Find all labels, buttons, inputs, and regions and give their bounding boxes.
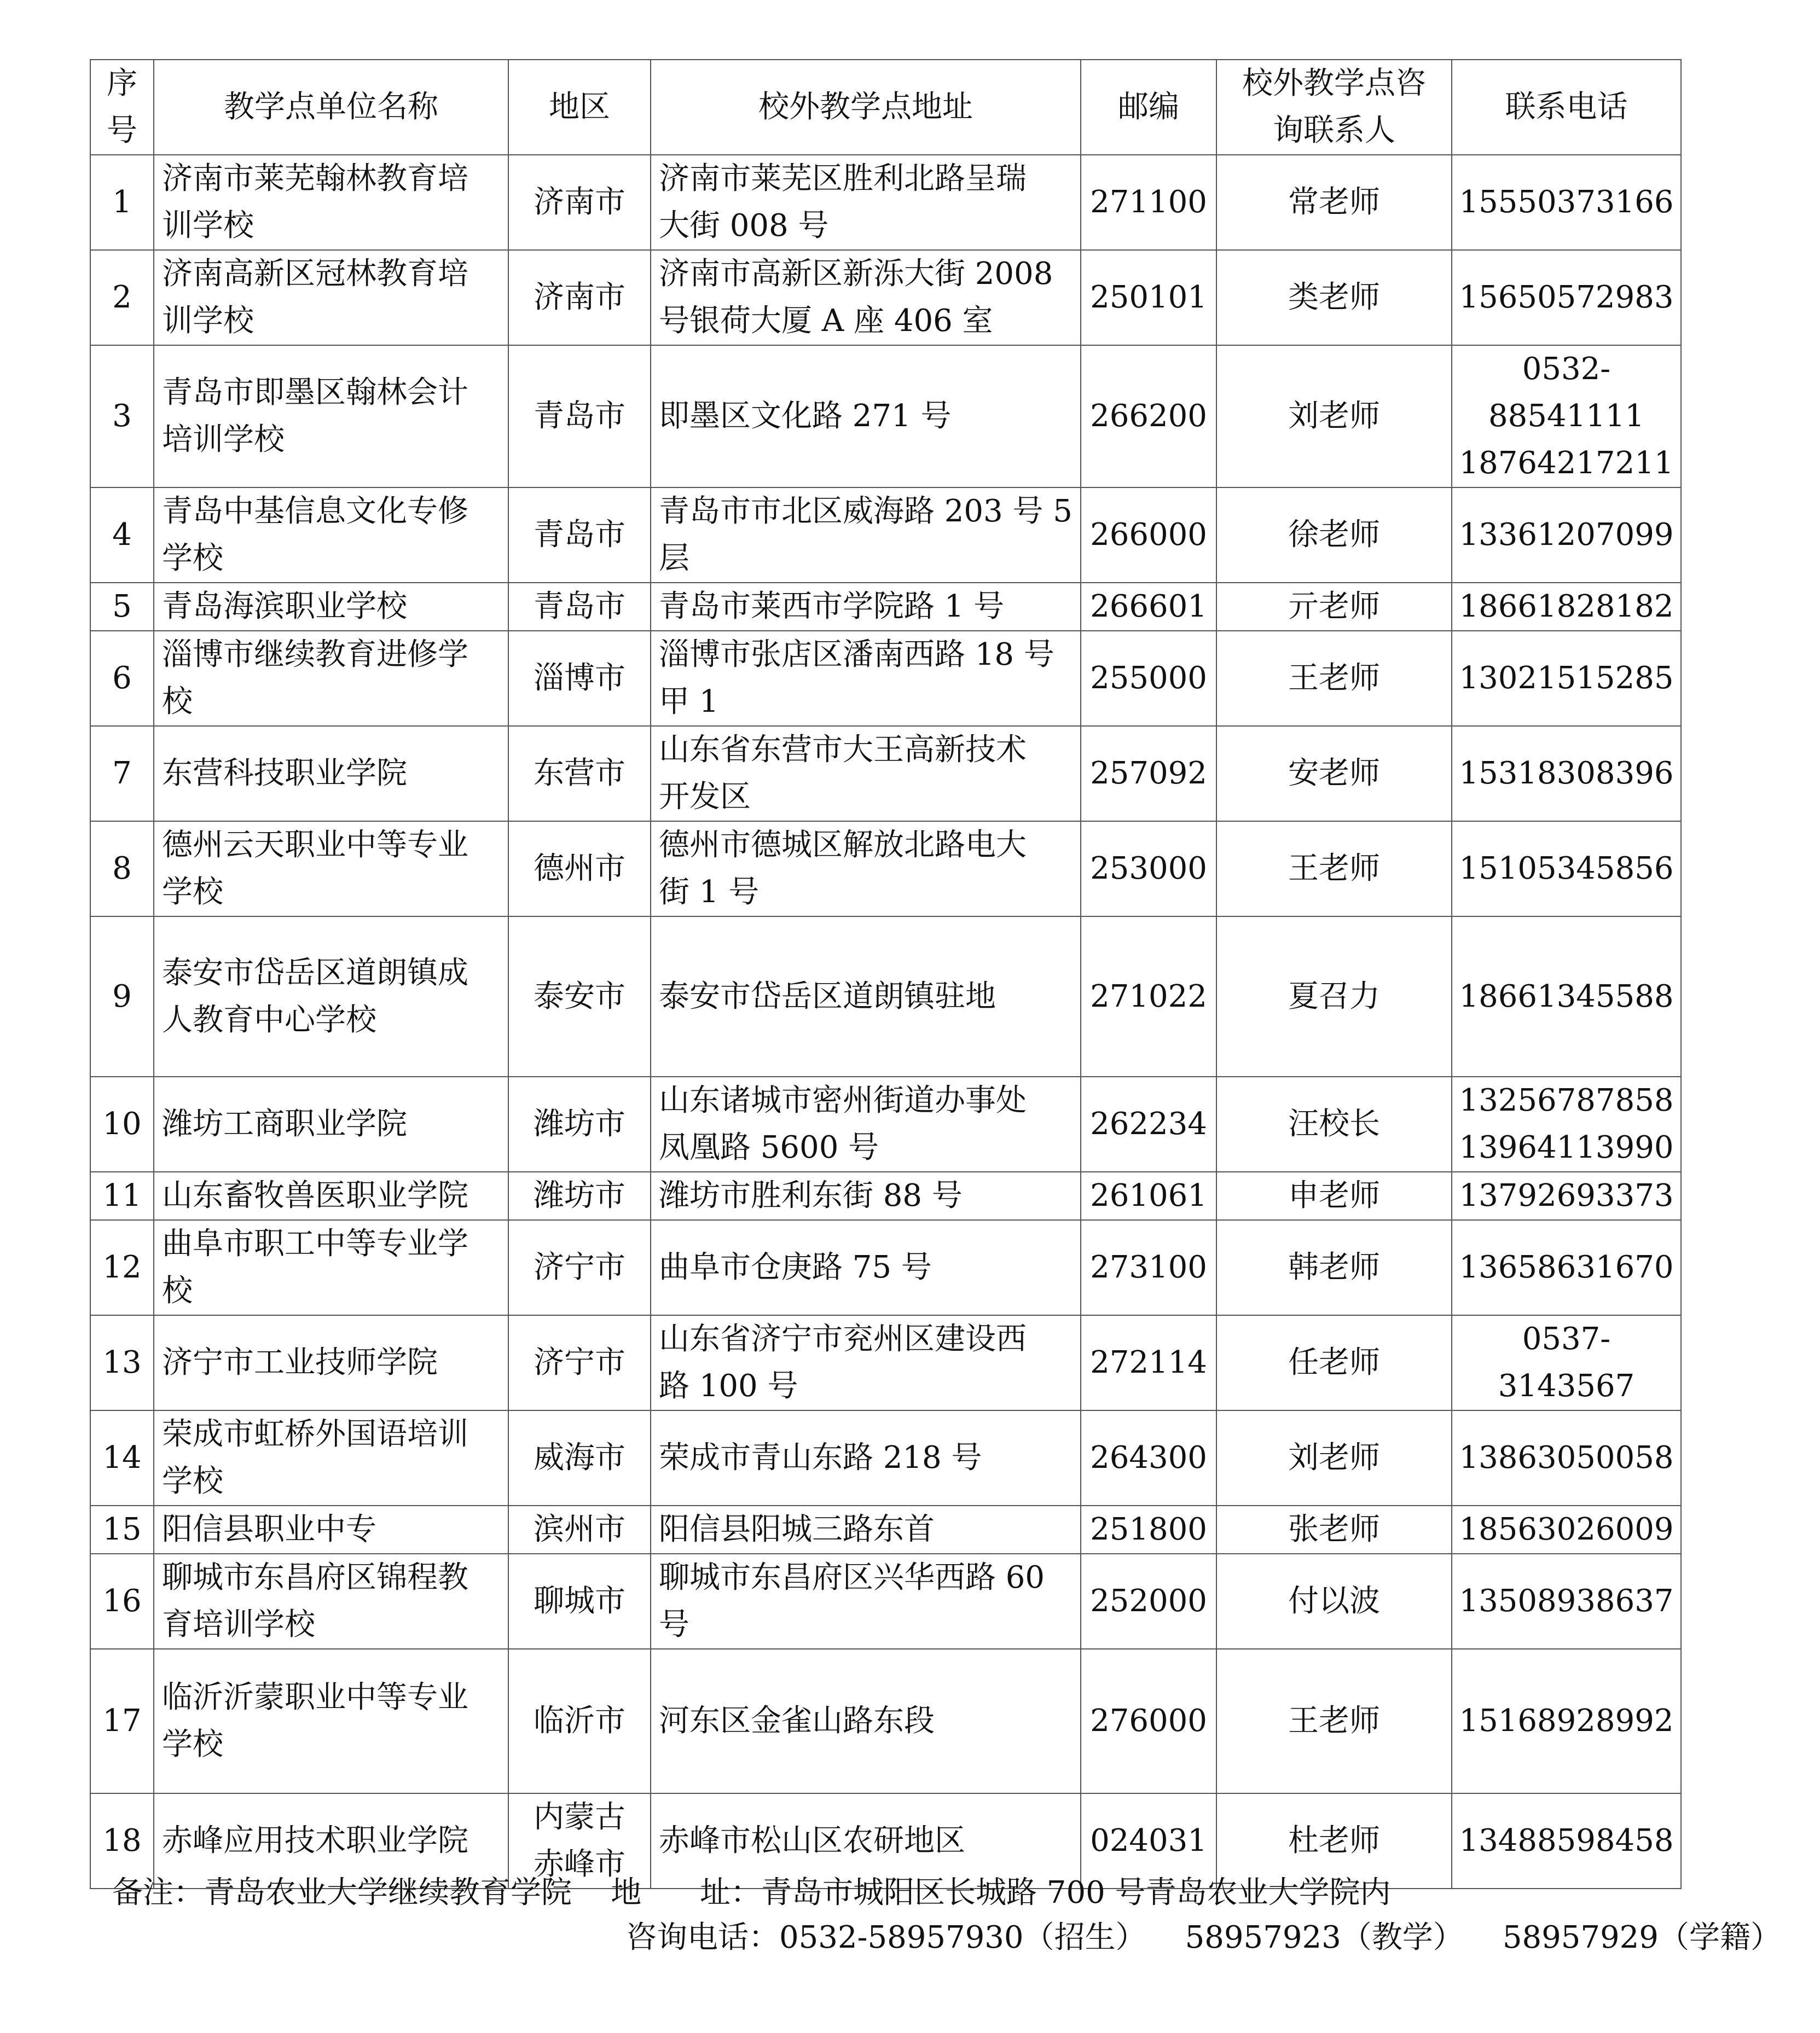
region-cell: 内蒙古 赤峰市 [508,1793,651,1889]
region-cell: 青岛市 [508,487,651,583]
postal-code-cell: 272114 [1081,1315,1216,1410]
phone-number-cell: 18661828182 [1452,583,1681,631]
row-number-cell: 18 [90,1793,154,1889]
contact-person-cell: 安老师 [1216,726,1452,821]
postal-code-cell: 257092 [1081,726,1216,821]
phone-number-cell: 13863050058 [1452,1410,1681,1506]
region-cell: 临沂市 [508,1649,651,1793]
table-row [90,631,1681,726]
site-name-cell: 聊城市东昌府区锦程教 育培训学校 [154,1554,508,1649]
phone-number-cell: 15650572983 [1452,250,1681,345]
phone-number-cell: 13021515285 [1452,631,1681,726]
row-number-cell: 14 [90,1410,154,1506]
row-number-cell: 4 [90,487,154,583]
phone-number-cell: 13361207099 [1452,487,1681,583]
table-row [90,1649,1681,1793]
phone-number-cell: 0537-3143567 [1452,1315,1681,1410]
header-region: 地区 [508,60,651,155]
postal-code-cell: 253000 [1081,821,1216,916]
header-seq: 序 号 [90,60,154,155]
teaching-sites-table [90,59,1682,1889]
postal-code-cell: 276000 [1081,1649,1216,1793]
site-name-cell: 德州云天职业中等专业 学校 [154,821,508,916]
contact-person-cell: 亓老师 [1216,583,1452,631]
postal-code-cell: 251800 [1081,1506,1216,1554]
table-row [90,1315,1681,1410]
contact-person-cell: 刘老师 [1216,345,1452,487]
address-cell: 赤峰市松山区农研地区 [651,1793,1081,1889]
address-cell: 山东省济宁市兖州区建设西 路 100 号 [651,1315,1081,1410]
contact-person-cell: 杜老师 [1216,1793,1452,1889]
site-name-cell: 阳信县职业中专 [154,1506,508,1554]
row-number-cell: 2 [90,250,154,345]
site-name-cell: 泰安市岱岳区道朗镇成 人教育中心学校 [154,916,508,1077]
address-cell: 阳信县阳城三路东首 [651,1506,1081,1554]
region-cell: 威海市 [508,1410,651,1506]
row-number-cell: 11 [90,1172,154,1220]
site-name-cell: 济南市莱芜翰林教育培 训学校 [154,155,508,250]
site-name-cell: 曲阜市职工中等专业学 校 [154,1220,508,1315]
table-row [90,1172,1681,1220]
address-cell: 荣成市青山东路 218 号 [651,1410,1081,1506]
region-cell: 德州市 [508,821,651,916]
row-number-cell: 5 [90,583,154,631]
address-cell: 淄博市张店区潘南西路 18 号 甲 1 [651,631,1081,726]
phone-number-cell: 15318308396 [1452,726,1681,821]
contact-person-cell: 刘老师 [1216,1410,1452,1506]
table-header-row [90,60,1681,155]
row-number-cell: 6 [90,631,154,726]
region-cell: 滨州市 [508,1506,651,1554]
site-name-cell: 临沂沂蒙职业中等专业 学校 [154,1649,508,1793]
header-site-name: 教学点单位名称 [154,60,508,155]
postal-code-cell: 262234 [1081,1077,1216,1172]
address-cell: 青岛市市北区威海路 203 号 5 层 [651,487,1081,583]
table-row [90,155,1681,250]
contact-person-cell: 张老师 [1216,1506,1452,1554]
row-number-cell: 3 [90,345,154,487]
address-cell: 河东区金雀山路东段 [651,1649,1081,1793]
address-cell: 济南市莱芜区胜利北路呈瑞 大街 008 号 [651,155,1081,250]
region-cell: 济宁市 [508,1315,651,1410]
header-contact: 校外教学点咨 询联系人 [1216,60,1452,155]
postal-code-cell: 261061 [1081,1172,1216,1220]
postal-code-cell: 271100 [1081,155,1216,250]
phone-number-cell: 18563026009 [1452,1506,1681,1554]
row-number-cell: 16 [90,1554,154,1649]
table-row [90,345,1681,487]
site-name-cell: 淄博市继续教育进修学 校 [154,631,508,726]
phone-number-cell: 13792693373 [1452,1172,1681,1220]
row-number-cell: 9 [90,916,154,1077]
phone-number-cell: 0532-88541111 18764217211 [1452,345,1681,487]
site-name-cell: 济南高新区冠林教育培 训学校 [154,250,508,345]
table-row [90,250,1681,345]
phone-number-cell: 15550373166 [1452,155,1681,250]
table-row [90,726,1681,821]
site-name-cell: 济宁市工业技师学院 [154,1315,508,1410]
postal-code-cell: 266000 [1081,487,1216,583]
header-address: 校外教学点地址 [651,60,1081,155]
row-number-cell: 17 [90,1649,154,1793]
region-cell: 东营市 [508,726,651,821]
contact-person-cell: 申老师 [1216,1172,1452,1220]
address-cell: 曲阜市仓庚路 75 号 [651,1220,1081,1315]
postal-code-cell: 264300 [1081,1410,1216,1506]
row-number-cell: 12 [90,1220,154,1315]
address-cell: 山东省东营市大王高新技术 开发区 [651,726,1081,821]
postal-code-cell: 266200 [1081,345,1216,487]
region-cell: 济南市 [508,250,651,345]
postal-code-cell: 255000 [1081,631,1216,726]
contact-person-cell: 韩老师 [1216,1220,1452,1315]
phone-number-cell: 13658631670 [1452,1220,1681,1315]
contact-person-cell: 类老师 [1216,250,1452,345]
region-cell: 淄博市 [508,631,651,726]
table-row [90,1220,1681,1315]
site-name-cell: 青岛中基信息文化专修 学校 [154,487,508,583]
table-row [90,1077,1681,1172]
postal-code-cell: 252000 [1081,1554,1216,1649]
address-cell: 聊城市东昌府区兴华西路 60 号 [651,1554,1081,1649]
address-cell: 山东诸城市密州街道办事处 凤凰路 5600 号 [651,1077,1081,1172]
phone-number-cell: 13488598458 [1452,1793,1681,1889]
table-row [90,821,1681,916]
contact-person-cell: 任老师 [1216,1315,1452,1410]
region-cell: 潍坊市 [508,1172,651,1220]
footer-note: 备注：青岛农业大学继续教育学院 地 址：青岛市城阳区长城路 700 号青岛农业大学院内 [112,1875,1391,1910]
site-name-cell: 青岛海滨职业学校 [154,583,508,631]
phone-number-cell: 13508938637 [1452,1554,1681,1649]
site-name-cell: 山东畜牧兽医职业学院 [154,1172,508,1220]
address-cell: 青岛市莱西市学院路 1 号 [651,583,1081,631]
region-cell: 济南市 [508,155,651,250]
site-name-cell: 潍坊工商职业学院 [154,1077,508,1172]
site-name-cell: 荣成市虹桥外国语培训 学校 [154,1410,508,1506]
contact-person-cell: 汪校长 [1216,1077,1452,1172]
contact-person-cell: 王老师 [1216,821,1452,916]
contact-person-cell: 王老师 [1216,1649,1452,1793]
postal-code-cell: 266601 [1081,583,1216,631]
postal-code-cell: 271022 [1081,916,1216,1077]
contact-person-cell: 付以波 [1216,1554,1452,1649]
site-name-cell: 东营科技职业学院 [154,726,508,821]
row-number-cell: 13 [90,1315,154,1410]
site-name-cell: 赤峰应用技术职业学院 [154,1793,508,1889]
address-cell: 济南市高新区新泺大街 2008 号银荷大厦 A 座 406 室 [651,250,1081,345]
region-cell: 青岛市 [508,345,651,487]
region-cell: 泰安市 [508,916,651,1077]
header-zip: 邮编 [1081,60,1216,155]
site-name-cell: 青岛市即墨区翰林会计 培训学校 [154,345,508,487]
table-row [90,916,1681,1077]
address-cell: 即墨区文化路 271 号 [651,345,1081,487]
table-row [90,1410,1681,1506]
postal-code-cell: 250101 [1081,250,1216,345]
phone-number-cell: 13256787858 13964113990 [1452,1077,1681,1172]
row-number-cell: 10 [90,1077,154,1172]
table-row [90,487,1681,583]
contact-person-cell: 王老师 [1216,631,1452,726]
phone-number-cell: 18661345588 [1452,916,1681,1077]
row-number-cell: 1 [90,155,154,250]
address-cell: 潍坊市胜利东街 88 号 [651,1172,1081,1220]
postal-code-cell: 024031 [1081,1793,1216,1889]
row-number-cell: 15 [90,1506,154,1554]
header-phone: 联系电话 [1452,60,1681,155]
footer-inquiry: 咨询电话：0532-58957930（招生） 58957923（教学） 58957929（学籍） [626,1920,1781,1955]
region-cell: 济宁市 [508,1220,651,1315]
contact-person-cell: 夏召力 [1216,916,1452,1077]
table-row [90,1506,1681,1554]
phone-number-cell: 15168928992 [1452,1649,1681,1793]
row-number-cell: 8 [90,821,154,916]
contact-person-cell: 徐老师 [1216,487,1452,583]
address-cell: 泰安市岱岳区道朗镇驻地 [651,916,1081,1077]
region-cell: 青岛市 [508,583,651,631]
row-number-cell: 7 [90,726,154,821]
region-cell: 聊城市 [508,1554,651,1649]
contact-person-cell: 常老师 [1216,155,1452,250]
postal-code-cell: 273100 [1081,1220,1216,1315]
address-cell: 德州市德城区解放北路电大 街 1 号 [651,821,1081,916]
table-row [90,583,1681,631]
table-row [90,1554,1681,1649]
phone-number-cell: 15105345856 [1452,821,1681,916]
region-cell: 潍坊市 [508,1077,651,1172]
